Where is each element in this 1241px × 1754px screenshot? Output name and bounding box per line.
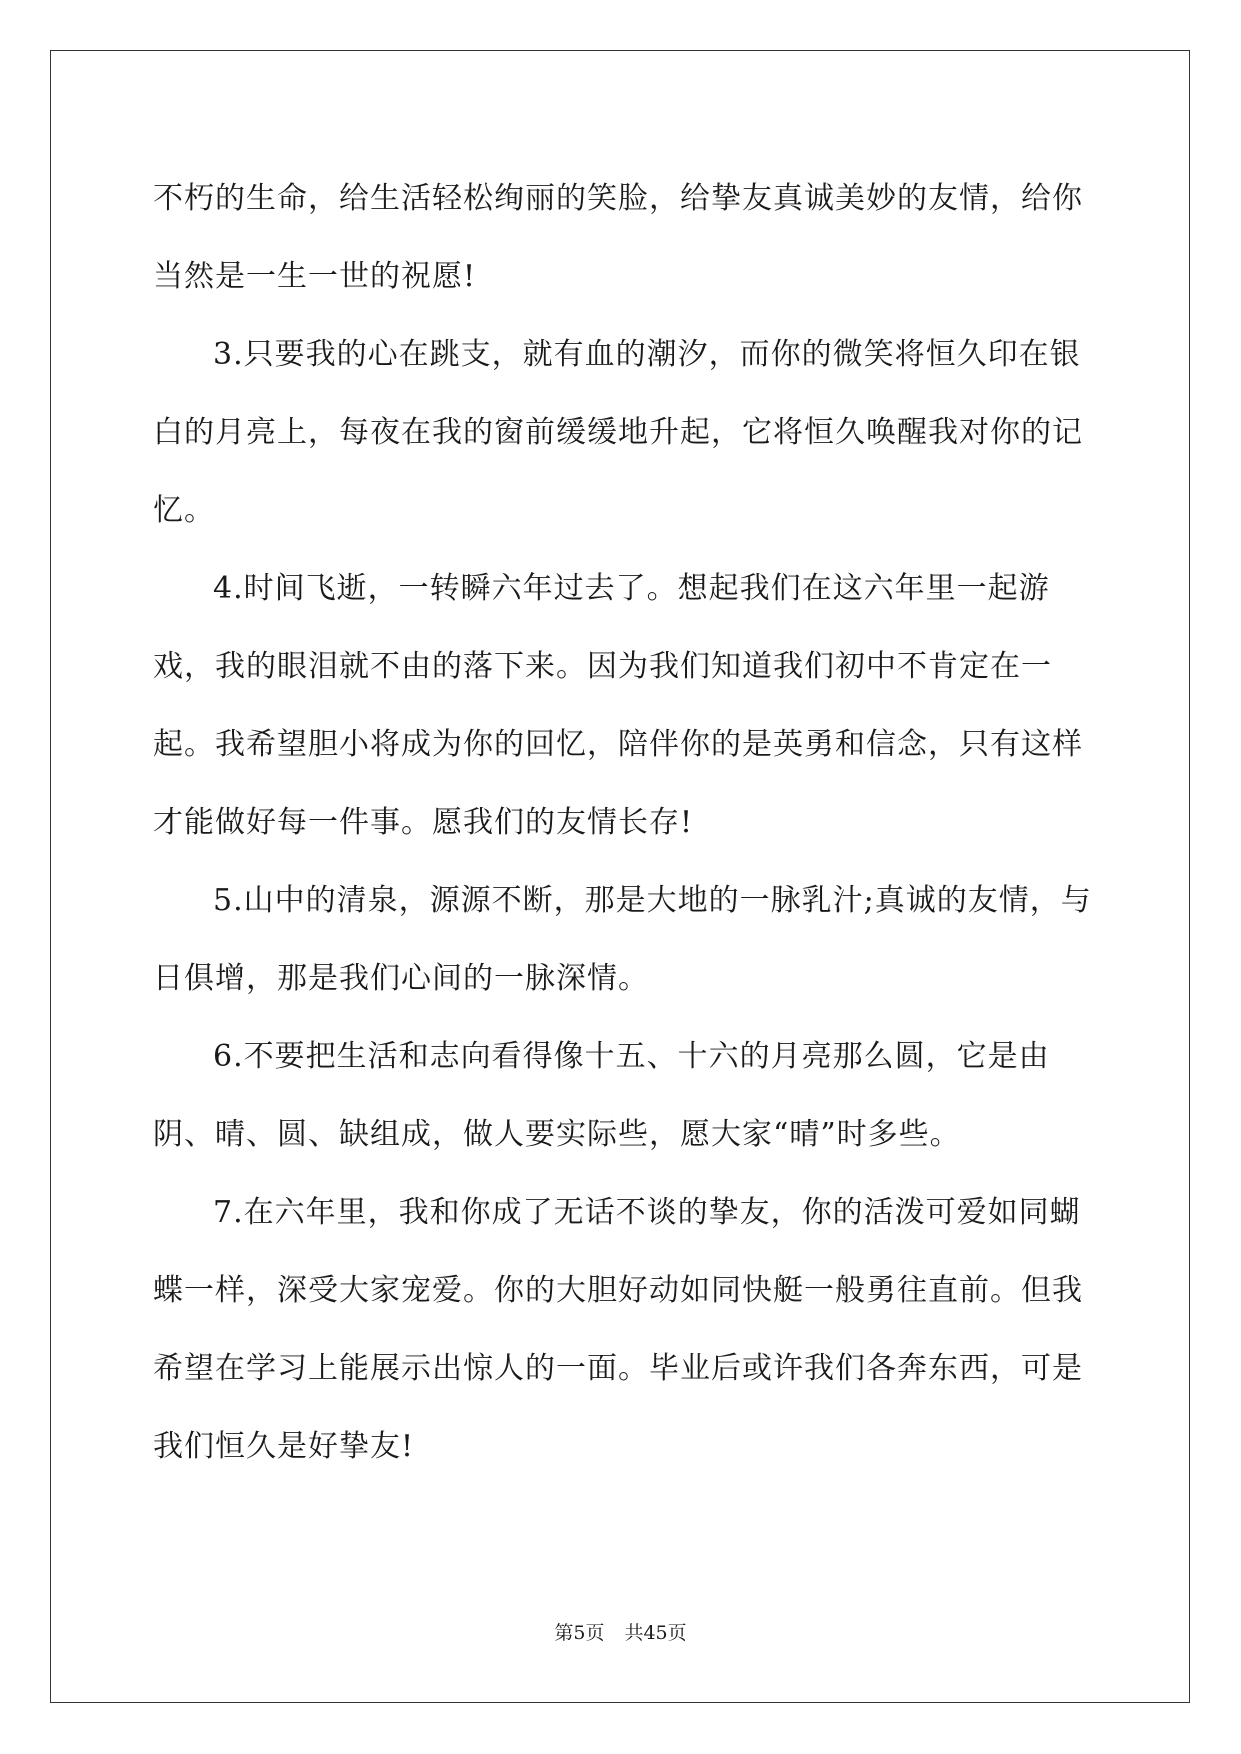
page-footer bbox=[0, 1618, 1241, 1645]
paragraph-item-4: 4.时间飞逝，一转瞬六年过去了。想起我们在这六年里一起游戏，我的眼泪就不由的落下来。因为我们知道我们初中不肯定在一起。我希望胆小将成为你的回忆，陪伴你的是英勇和信念，只有这样才能做好每一件事。愿我们的友情长存! bbox=[153, 571, 1083, 840]
paragraph-item-5: 5.山中的清泉，源源不断，那是大地的一脉乳汁;真诚的友情，与日俱增，那是我们心间的一脉深情。 bbox=[153, 883, 1092, 996]
paragraph-continuation: 不朽的生命，给生活轻松绚丽的笑脸，给挚友真诚美妙的友情，给你当然是一生一世的祝愿! bbox=[153, 181, 1083, 294]
paragraph-item-7: 7.在六年里，我和你成了无话不谈的挚友，你的活泼可爱如同蝴蝶一样，深受大家宠爱。你的大胆好动如同快艇一般勇往直前。但我希望在学习上能展示出惊人的一面。毕业后或许我们各奔东西，可是我们恒久是好挚友! bbox=[153, 1195, 1083, 1464]
document-body bbox=[153, 160, 1093, 1486]
page-total: 共45页 bbox=[624, 1622, 687, 1644]
paragraph-item-3: 3.只要我的心在跳支，就有血的潮汐，而你的微笑将恒久印在银白的月亮上，每夜在我的窗前缓缓地升起，它将恒久唤醒我对你的记忆。 bbox=[153, 337, 1083, 528]
page-number: 第5页 bbox=[554, 1622, 605, 1644]
paragraph-item-6: 6.不要把生活和志向看得像十五、十六的月亮那么圆，它是由阴、晴、圆、缺组成，做人要实际些，愿大家“晴”时多些。 bbox=[153, 1039, 1050, 1152]
